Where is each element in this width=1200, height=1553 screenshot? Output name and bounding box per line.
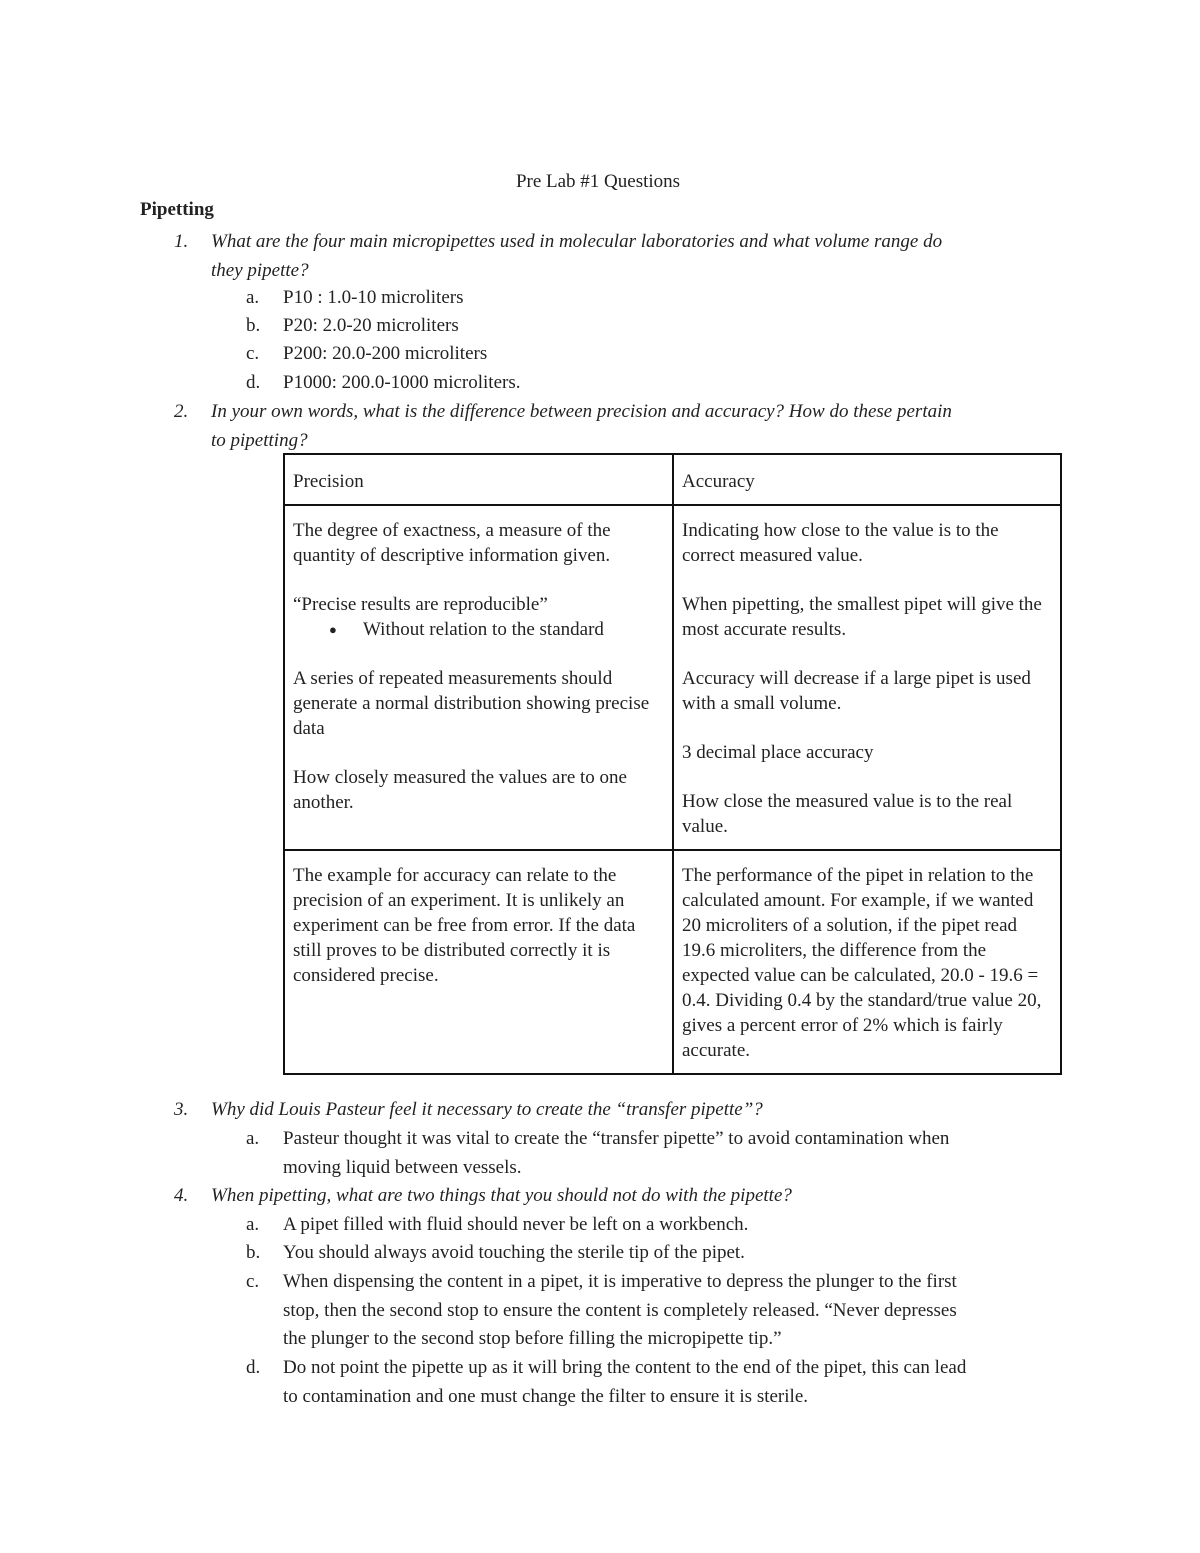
cell-paragraph: 3 decimal place accuracy [682,742,874,763]
answer-text: Pasteur thought it was vital to create the “transfer pipette” to avoid contamination when [283,1128,950,1149]
question-number: 4. [174,1185,189,1206]
cell-paragraph: The degree of exactness, a measure of the quantity of descriptive information given. [293,520,611,566]
answer-letter: a. [246,1128,260,1149]
question-2 [174,398,1071,455]
answer-text: P10 : 1.0-10 microliters [283,287,464,308]
answer-text: You should always avoid touching the sterile tip of the pipet. [283,1242,745,1263]
answer-item [246,1354,1073,1411]
answer-letter: b. [246,315,261,336]
answer-text: moving liquid between vessels. [283,1156,522,1178]
cell-paragraph: Accuracy will decrease if a large pipet is used with a small volume. [682,668,1031,714]
question-text: Why did Louis Pasteur feel it necessary to create the “transfer pipette”? [211,1099,763,1120]
question-number: 2. [174,401,189,422]
table-row [284,505,1061,850]
answer-letter: a. [246,287,260,308]
answer-letter: c. [246,1271,260,1292]
cell-paragraph: How close the measured value is to the real value. [682,791,1013,837]
cell-paragraph: When pipetting, the smallest pipet will give the most accurate results. [682,594,1042,640]
question-4 [174,1182,1071,1211]
answer-text: P20: 2.0-20 microliters [283,315,459,336]
table-header-row [284,454,1061,505]
answer-letter: a. [246,1214,260,1235]
answer-text: P1000: 200.0-1000 microliters. [283,372,521,393]
answer-item [246,1239,1073,1268]
answer-item [246,312,1073,341]
question-text: to pipetting? [211,429,308,451]
question-number: 3. [174,1099,189,1120]
table-row [284,850,1061,1074]
answer-item [246,284,1073,313]
header-precision: Precision [284,454,673,505]
answer-letter: d. [246,372,261,393]
question-1 [174,228,1071,285]
answer-letter: c. [246,343,260,364]
answer-text: When dispensing the content in a pipet, it is imperative to depress the plunger to the first [283,1271,957,1292]
cell-paragraph: “Precise results are reproducible” [293,594,548,615]
accuracy-cell [673,505,1061,850]
answer-text: to contamination and one must change the filter to ensure it is sterile. [283,1385,808,1407]
answer-item [246,1125,1073,1182]
cell-paragraph: The performance of the pipet in relation to the calculated amount. For example, if we wanted 20 microliters of a solution, if the pipet read 19.6 microliters, the difference from the expected value can be calculated, 20.0 - 19.6 = 0.4. Dividing 0.4 by the standard/true value 20, gives a percent error of 2% which is fairly accurate. [682,865,1042,1061]
page-title: Pre Lab #1 Questions [515,171,681,192]
cell-paragraph: Indicating how close to the value is to the correct measured value. [682,520,999,566]
question-text: In your own words, what is the difference between precision and accuracy? How do these pertain [211,401,952,422]
bullet-text: Without relation to the standard [363,619,604,640]
answer-item [246,1211,1073,1240]
answer-item [246,340,1073,369]
cell-paragraph: A series of repeated measurements should generate a normal distribution showing precise data [293,668,650,739]
question-text: What are the four main micropipettes used in molecular laboratories and what volume range do [211,231,943,252]
question-text: When pipetting, what are two things that you should not do with the pipette? [211,1185,792,1206]
cell-paragraph: How closely measured the values are to one another. [293,767,627,813]
question-3 [174,1096,1071,1125]
precision-cell [284,505,673,850]
answer-text: A pipet filled with fluid should never be left on a workbench. [283,1214,749,1235]
answer-item [246,1268,1073,1354]
answer-text: the plunger to the second stop before filling the micropipette tip.” [283,1328,782,1349]
accuracy-cell [673,850,1061,1074]
section-heading: Pipetting [140,199,214,220]
question-number: 1. [174,231,189,252]
answer-item [246,369,1073,398]
answer-letter: b. [246,1242,261,1263]
header-accuracy: Accuracy [673,454,1061,505]
cell-paragraph: The example for accuracy can relate to the precision of an experiment. It is unlikely an experiment can be free from error. If the data still proves to be distributed correctly it is considered precise. [293,865,636,986]
question-text: they pipette? [211,259,309,281]
bullet-icon: ● [329,622,337,637]
bullet-item [293,617,664,642]
precision-accuracy-table [283,453,1062,1075]
precision-cell [284,850,673,1074]
answer-text: Do not point the pipette up as it will bring the content to the end of the pipet, this can lead [283,1357,967,1378]
answer-letter: d. [246,1357,261,1378]
answer-text: stop, then the second stop to ensure the content is completely released. “Never depresses [283,1299,957,1321]
answer-text: P200: 20.0-200 microliters [283,343,488,364]
